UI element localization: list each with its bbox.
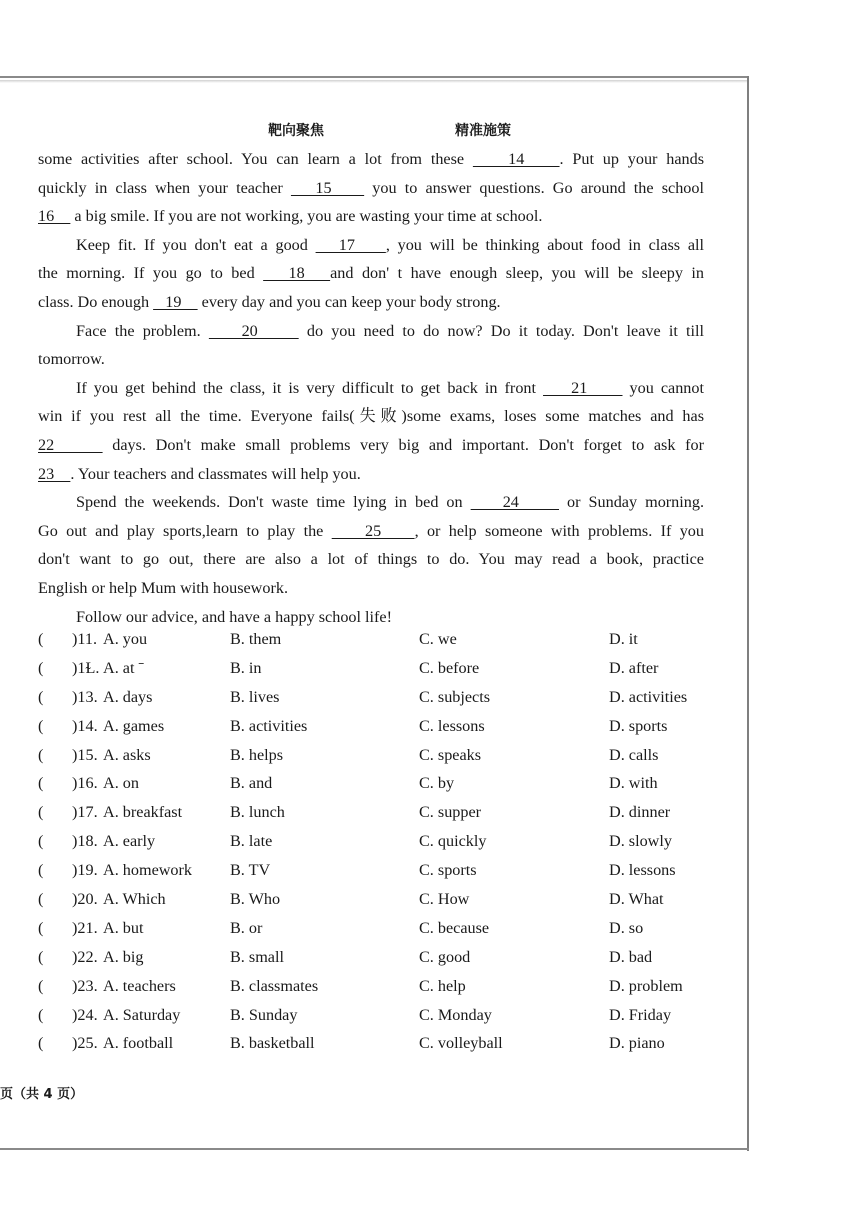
- passage-line: tomorrow.: [38, 350, 105, 369]
- option-c[interactable]: C. Monday: [419, 1005, 492, 1024]
- question-row: [38, 977, 718, 1006]
- question-number: )22.: [72, 947, 98, 966]
- option-b[interactable]: B. TV: [230, 861, 271, 880]
- passage-text: days. Don't make small problems very big and important. Don't forget to ask for: [102, 435, 704, 454]
- page-footer: 页（共 4 页）: [0, 1087, 84, 1102]
- option-c[interactable]: C. by: [419, 774, 455, 793]
- passage-text: Go out and play sports,learn to play the: [38, 521, 332, 540]
- option-d[interactable]: D. piano: [609, 1034, 665, 1053]
- passage-text: and don' t have enough sleep, you will be sleepy in: [330, 264, 705, 283]
- passage-line: [38, 431, 704, 460]
- passage-closing-line: Follow our advice, and have a happy school life!: [76, 607, 393, 626]
- option-a[interactable]: A. breakfast: [103, 803, 183, 822]
- passage-line: [38, 288, 704, 317]
- option-a[interactable]: A. teachers: [103, 976, 176, 995]
- answer-bracket: (: [38, 861, 44, 880]
- answer-bracket: (: [38, 687, 44, 706]
- answer-bracket: (: [38, 976, 44, 995]
- passage-line: [38, 374, 704, 403]
- option-d[interactable]: D. so: [609, 918, 644, 937]
- option-c[interactable]: C. subjects: [419, 687, 491, 706]
- question-number: )25.: [72, 1034, 98, 1053]
- option-b[interactable]: B. them: [230, 630, 282, 648]
- page-border-right: [747, 76, 749, 1151]
- blank-23: 23: [38, 464, 71, 483]
- passage-text: every day and you can keep your body strong.: [197, 292, 501, 311]
- question-number: )21.: [72, 918, 98, 937]
- option-d[interactable]: D. What: [609, 890, 664, 909]
- passage-line: [38, 174, 704, 203]
- option-c[interactable]: C. good: [419, 947, 471, 966]
- passage-text: If you get behind the class, it is very difficult to get back in front: [76, 378, 544, 397]
- option-d[interactable]: D. lessons: [609, 861, 676, 880]
- question-row: [38, 861, 718, 890]
- passage-text: quickly in class when your teacher: [38, 178, 291, 197]
- option-d[interactable]: D. after: [609, 658, 659, 677]
- option-c[interactable]: C. sports: [419, 861, 477, 880]
- question-number: )19.: [72, 861, 98, 880]
- option-a[interactable]: A. big: [103, 947, 144, 966]
- question-number: )11.: [72, 630, 98, 648]
- cloze-passage: [38, 145, 704, 631]
- option-b[interactable]: B. lunch: [230, 803, 285, 822]
- question-row: [38, 1006, 718, 1035]
- blank-21: 21: [543, 378, 623, 397]
- passage-text: you to answer questions. Go around the school: [364, 178, 704, 197]
- passage-text: you cannot: [622, 378, 704, 397]
- question-row: [38, 890, 718, 919]
- answer-bracket: (: [38, 745, 44, 764]
- option-b[interactable]: B. in: [230, 658, 262, 677]
- blank-18: 18: [263, 264, 331, 283]
- question-number: )18.: [72, 832, 98, 851]
- option-c[interactable]: C. we: [419, 630, 457, 648]
- page-border-shadow: [0, 80, 748, 83]
- question-row: [38, 746, 718, 775]
- option-b[interactable]: B. small: [230, 947, 284, 966]
- question-row: [38, 717, 718, 746]
- passage-text: class. Do enough: [38, 292, 154, 311]
- option-d[interactable]: D. bad: [609, 947, 653, 966]
- option-a[interactable]: A. homework: [103, 861, 193, 880]
- option-b[interactable]: B. or: [230, 918, 263, 937]
- option-d[interactable]: D. activities: [609, 687, 688, 706]
- passage-text: some activities after school. You can learn a lot from these: [38, 150, 473, 168]
- question-row: [38, 948, 718, 977]
- answer-bracket: (: [38, 947, 44, 966]
- answer-bracket: (: [38, 630, 44, 648]
- question-number: )16.: [72, 774, 98, 793]
- option-c[interactable]: C. lessons: [419, 716, 485, 735]
- passage-text: . Put up your hands: [559, 150, 705, 168]
- question-number: )14.: [72, 716, 98, 735]
- option-d[interactable]: D. problem: [609, 976, 683, 995]
- passage-text: do you need to do now? Do it today. Don't leave it till: [298, 321, 705, 340]
- answer-bracket: (: [38, 716, 44, 735]
- option-c[interactable]: C. volleyball: [419, 1034, 503, 1053]
- blank-20: 20: [208, 321, 299, 340]
- option-c[interactable]: C. help: [419, 976, 466, 995]
- answer-options: [38, 630, 718, 1063]
- passage-text: , you will be thinking about food in class all: [385, 235, 704, 254]
- answer-bracket: (: [38, 832, 44, 851]
- answer-bracket: (: [38, 890, 44, 909]
- header-right-slogan: 精准施策: [455, 123, 511, 139]
- option-b[interactable]: B. helps: [230, 745, 284, 764]
- page-border-bottom: [0, 1148, 749, 1150]
- answer-bracket: (: [38, 774, 44, 793]
- option-c[interactable]: C. quickly: [419, 832, 487, 851]
- passage-line: [38, 202, 704, 231]
- passage-text: , or help someone with problems. If you: [414, 521, 704, 540]
- blank-15: 15: [290, 178, 365, 197]
- blank-17: 17: [315, 235, 386, 254]
- option-b[interactable]: B. Who: [230, 890, 281, 909]
- option-a[interactable]: A. Which: [103, 890, 166, 909]
- option-a[interactable]: A. games: [103, 716, 165, 735]
- blank-16: 16: [38, 207, 71, 226]
- blank-14: 14: [472, 150, 560, 168]
- option-c[interactable]: C. because: [419, 918, 490, 937]
- option-b[interactable]: B. lives: [230, 687, 280, 706]
- option-b[interactable]: B. classmates: [230, 976, 319, 995]
- passage-line: [38, 259, 704, 288]
- passage-text: a big smile. If you are not working, you are wasting your time at school.: [70, 207, 543, 226]
- option-a[interactable]: A. asks: [103, 745, 151, 764]
- option-d[interactable]: D. with: [609, 774, 658, 793]
- passage-line: English or help Mum with housework.: [38, 578, 288, 597]
- option-c[interactable]: C. speaks: [419, 745, 482, 764]
- answer-bracket: (: [38, 803, 44, 822]
- question-number: )1Ɫ.: [72, 658, 100, 677]
- passage-text: Keep fit. If you don't eat a good: [76, 235, 316, 254]
- question-number: )20.: [72, 890, 98, 909]
- answer-bracket: (: [38, 918, 44, 937]
- option-d[interactable]: D. Friday: [609, 1005, 672, 1024]
- passage-line: [38, 460, 704, 489]
- answer-bracket: (: [38, 658, 44, 677]
- page-border-top: [0, 76, 748, 78]
- passage-text: Spend the weekends. Don't waste time lying in bed on: [76, 493, 471, 512]
- option-a[interactable]: A. days: [103, 687, 153, 706]
- page-header: [0, 118, 748, 142]
- question-number: )23.: [72, 976, 98, 995]
- passage-text: . Your teachers and classmates will help you.: [70, 464, 361, 483]
- option-b[interactable]: B. late: [230, 832, 273, 851]
- option-d[interactable]: D. it: [609, 630, 638, 648]
- option-d[interactable]: D. calls: [609, 745, 659, 764]
- option-d[interactable]: D. slowly: [609, 832, 672, 851]
- option-a[interactable]: A. you: [103, 630, 148, 648]
- option-b[interactable]: B. activities: [230, 716, 308, 735]
- option-a[interactable]: A. on: [103, 774, 139, 793]
- answer-bracket: (: [38, 1005, 44, 1024]
- option-a[interactable]: A. early: [103, 832, 156, 851]
- option-a[interactable]: A. but: [103, 918, 144, 937]
- option-a[interactable]: A. football: [103, 1034, 174, 1053]
- option-c[interactable]: C. before: [419, 658, 480, 677]
- passage-line: [38, 231, 704, 260]
- question-row: [38, 1034, 718, 1063]
- option-a[interactable]: A. Saturday: [103, 1005, 181, 1024]
- question-number: )15.: [72, 745, 98, 764]
- question-row: [38, 919, 718, 948]
- passage-line: [38, 145, 704, 174]
- question-row: [38, 688, 718, 717]
- question-row: [38, 774, 718, 803]
- passage-line: don't want to go out, there are also a lot of things to do. You may read a book, practice: [38, 550, 704, 569]
- option-d[interactable]: D. dinner: [609, 803, 671, 822]
- question-number: )13.: [72, 687, 98, 706]
- answer-bracket: (: [38, 1034, 44, 1053]
- question-number: )17.: [72, 803, 98, 822]
- passage-text: Face the problem.: [76, 321, 209, 340]
- option-b[interactable]: B. and: [230, 774, 273, 793]
- header-left-slogan: 靶向聚焦: [268, 123, 324, 139]
- question-row: [38, 832, 718, 861]
- blank-25: 25: [331, 521, 415, 540]
- passage-line: [38, 488, 704, 517]
- question-row: [38, 630, 718, 659]
- passage-text: the morning. If you go to bed: [38, 264, 264, 283]
- option-d[interactable]: D. sports: [609, 716, 668, 735]
- option-c[interactable]: C. supper: [419, 803, 482, 822]
- passage-line: win if you rest all the time. Everyone fails(失败)some exams, loses some matches and has: [38, 407, 704, 426]
- blank-24: 24: [470, 493, 559, 512]
- question-number: )24.: [72, 1005, 98, 1024]
- question-row: [38, 659, 718, 688]
- option-a[interactable]: A. at ˉ: [103, 658, 144, 677]
- blank-19: 19: [153, 292, 198, 311]
- passage-text: or Sunday morning.: [559, 493, 705, 512]
- option-b[interactable]: B. Sunday: [230, 1005, 298, 1024]
- passage-line: [38, 317, 704, 346]
- option-b[interactable]: B. basketball: [230, 1034, 315, 1053]
- option-c[interactable]: C. How: [419, 890, 470, 909]
- passage-line: [38, 517, 704, 546]
- blank-22: 22: [38, 435, 103, 454]
- question-row: [38, 803, 718, 832]
